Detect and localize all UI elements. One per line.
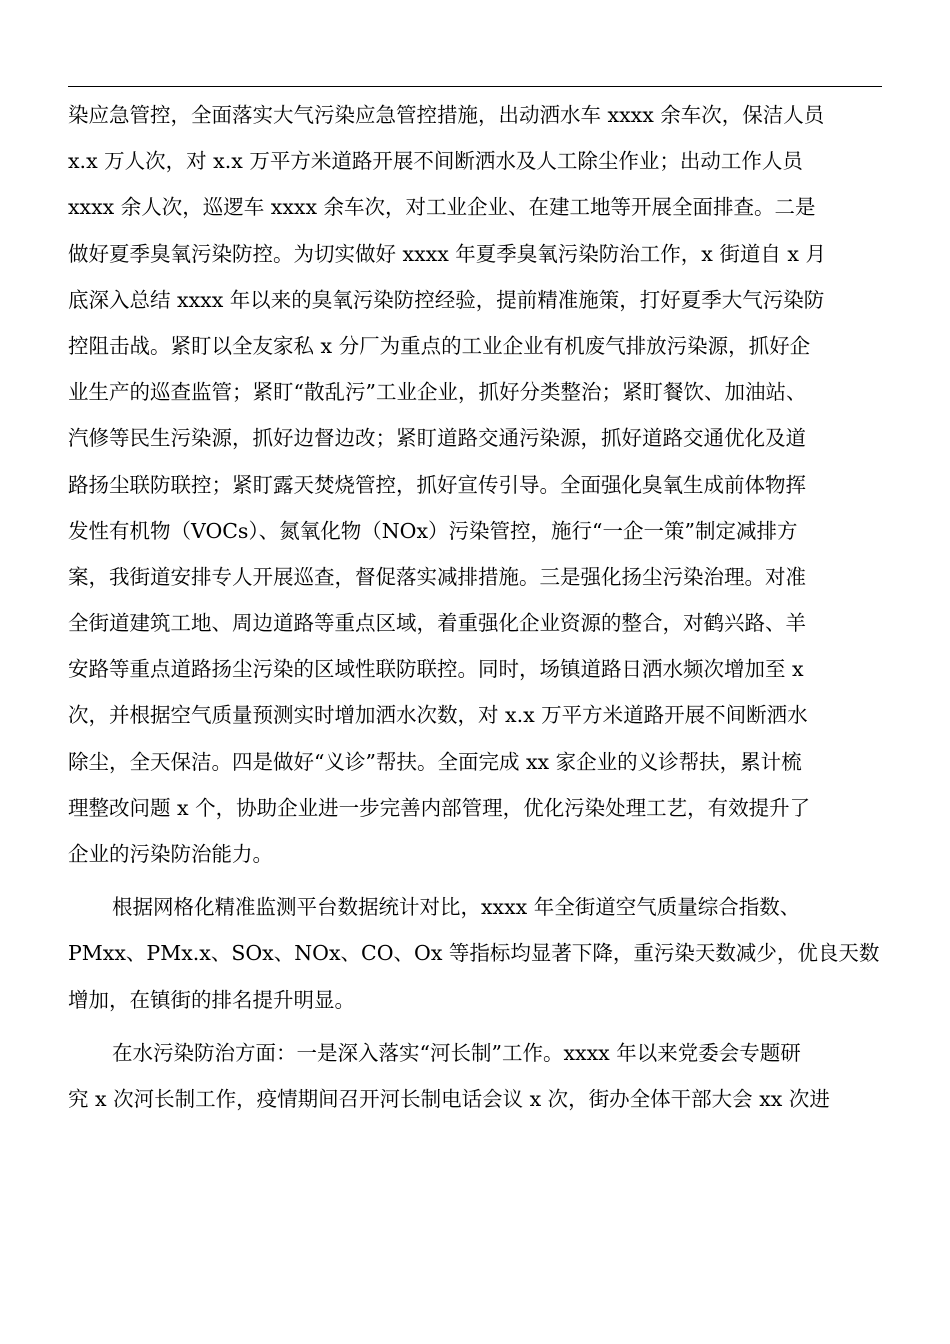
text-line: 安路等重点道路扬尘污染的区域性联防联控。同时，场镇道路日洒水频次增加至 x [68,657,804,682]
text-line: 染应急管控，全面落实大气污染应急管控措施，出动洒水车 xxxx 余车次，保洁人员 [68,103,825,127]
text-line: 企业的污染防治能力。 [68,842,273,866]
text-line: xxxx 余人次，巡逻车 xxxx 余车次，对工业企业、在建工地等开展全面排查。二是 [68,195,816,220]
text-line: PMxx、PMx.x、SOx、NOx、CO、Ox 等指标均显著下降，重污染天数减少，优良天数 [68,941,880,966]
paragraph-spacer [68,877,886,884]
text-line: 发性有机物（VOCs）、氮氧化物（NOx）污染管控，施行“一企一策”制定减排方 [68,518,798,543]
text-line: 案，我街道安排专人开展巡查，督促落实减排措施。三是强化扬尘污染治理。对准 [68,564,806,589]
paragraph-air-quality-results [68,884,886,1023]
text-line: 业生产的巡查监管；紧盯“散乱污”工业企业，抓好分类整治；紧盯餐饮、加油站、 [68,380,807,405]
text-line: 根据网格化精准监测平台数据统计对比，xxxx 年全街道空气质量综合指数、 [112,895,801,920]
paragraph-water-pollution [68,1030,886,1122]
text-line: 做好夏季臭氧污染防控。为切实做好 xxxx 年夏季臭氧污染防治工作，x 街道自 x 月 [68,241,826,266]
text-line: 汽修等民生污染源，抓好边督边改；紧盯道路交通污染源，抓好道路交通优化及道 [68,426,806,451]
text-line: 控阻击战。紧盯以全友家私 x 分厂为重点的工业企业有机废气排放污染源，抓好企 [68,333,811,358]
paragraph-air-pollution-measures [68,92,886,877]
text-line: 底深入总结 xxxx 年以来的臭氧污染防控经验，提前精准施策，打好夏季大气污染防 [68,287,825,312]
text-line: 理整改问题 x 个，协助企业进一步完善内部管理，优化污染处理工艺，有效提升了 [68,795,811,820]
text-line: 次，并根据空气质量预测实时增加洒水次数，对 x.x 万平方米道路开展不间断洒水 [68,703,808,728]
text-line: 究 x 次河长制工作，疫情期间召开河长制电话会议 x 次，街办全体干部大会 xx 次进 [68,1086,830,1111]
text-line: 增加，在镇街的排名提升明显。 [68,987,355,1012]
header-rule [68,86,882,87]
text-line: 除尘，全天保洁。四是做好“义诊”帮扶。全面完成 xx 家企业的义诊帮扶，累计梳 [68,749,802,774]
text-line: 全街道建筑工地、周边道路等重点区域，着重强化企业资源的整合，对鹤兴路、羊 [68,611,806,636]
paragraph-spacer [68,1023,886,1030]
document-body [68,92,886,1122]
text-line: 在水污染防治方面：一是深入落实“河长制”工作。xxxx 年以来党委会专题研 [112,1040,801,1065]
text-line: x.x 万人次，对 x.x 万平方米道路开展不间断洒水及人工除尘作业；出动工作人员 [68,149,803,174]
text-line: 路扬尘联防联控；紧盯露天焚烧管控，抓好宣传引导。全面强化臭氧生成前体物挥 [68,472,806,497]
